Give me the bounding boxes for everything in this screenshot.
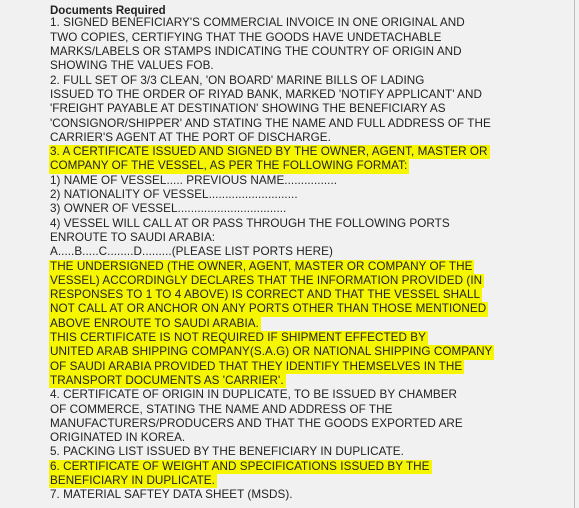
highlighted-text-line: [50, 302, 488, 316]
text-line: [50, 88, 484, 102]
documents-required-heading: Documents Required: [50, 5, 166, 17]
highlighted-text-line: [50, 274, 484, 288]
text-line: [50, 431, 187, 445]
text-line: [50, 117, 493, 131]
text-line-content: ABOVE ENROUTE TO SAUDI ARABIA.: [50, 316, 259, 330]
highlighted-text-line: [50, 360, 464, 374]
highlighted-text-line: [50, 260, 474, 274]
text-line: [50, 245, 335, 259]
text-line-content: OF COMMERCE, STATING THE NAME AND ADDRESS OF THE: [50, 402, 393, 416]
highlighted-text-line: [50, 345, 494, 359]
text-line: [50, 388, 459, 402]
text-line-content: 3) OWNER OF VESSEL.................................: [50, 202, 287, 216]
text-line-content: ISSUED TO THE ORDER OF RIYAD BANK, MARKED 'NOTIFY APPLICANT' AND: [50, 87, 482, 101]
text-line: [50, 403, 394, 417]
text-line-content: 5. PACKING LIST ISSUED BY THE BENEFICIARY IN DUPLICATE.: [50, 445, 404, 459]
text-line: [50, 59, 216, 73]
highlighted-text-line: [50, 474, 217, 488]
text-line-content: 1) NAME OF VESSEL..... PREVIOUS NAME................: [50, 173, 338, 187]
text-line: [50, 45, 464, 59]
text-line: [50, 217, 452, 231]
text-line-content: ENROUTE TO SAUDI ARABIA:: [50, 230, 216, 244]
text-line: [50, 74, 426, 88]
text-line-content: NOT CALL AT OR ANCHOR ON ANY PORTS OTHER THAN THOSE MENTIONED: [50, 302, 487, 316]
text-line-content: OF SAUDI ARABIA PROVIDED THAT THEY IDENTIFY THEMSELVES IN THE: [50, 359, 463, 373]
highlighted-text-line: [50, 460, 432, 474]
highlighted-text-line: [50, 288, 482, 302]
text-line: [50, 102, 448, 116]
text-line-content: 7. MATERIAL SAFTEY DATA SHEET (MSDS).: [50, 488, 293, 502]
text-line-content: UNITED ARAB SHIPPING COMPANY(S.A.G) OR NATIONAL SHIPPING COMPANY: [50, 345, 493, 359]
highlighted-text-line: [50, 145, 490, 159]
text-line: [50, 188, 300, 202]
text-line-content: VESSEL) ACCORDINGLY DECLARES THAT THE INFORMATION PROVIDED (IN: [50, 273, 483, 287]
text-line: [50, 488, 295, 502]
text-line-content: TRANSPORT DOCUMENTS AS 'CARRIER'.: [50, 373, 284, 387]
page-edge-divider: [574, 0, 575, 508]
text-line-content: ORIGINATED IN KOREA.: [50, 431, 186, 445]
text-line-content: MARKS/LABELS OR STAMPS INDICATING THE COUNTRY OF ORIGIN AND: [50, 45, 462, 58]
text-line-content: 1. SIGNED BENEFICIARY'S COMMERCIAL INVOICE IN ONE ORIGINAL AND: [50, 16, 465, 30]
text-line: [50, 16, 467, 30]
highlighted-text-line: [50, 331, 428, 345]
text-line-content: 'FREIGHT PAYABLE AT DESTINATION' SHOWING THE BENEFICIARY AS: [50, 102, 446, 116]
text-line-content: THE UNDERSIGNED (THE OWNER, AGENT, MASTER OR COMPANY OF THE: [50, 259, 473, 273]
text-line: [50, 445, 406, 459]
text-line-content: TWO COPIES, CERTIFYING THAT THE GOODS HAVE UNDETACHABLE: [50, 30, 442, 44]
text-line-content: COMPANY OF THE VESSEL, AS PER THE FOLLOWING FORMAT:: [50, 159, 408, 173]
text-line-content: 3. A CERTIFICATE ISSUED AND SIGNED BY THE OWNER, AGENT, MASTER OR: [50, 145, 488, 159]
text-line-content: BENEFICIARY IN DUPLICATE.: [50, 474, 215, 487]
text-line: [50, 174, 339, 188]
text-line-content: 6. CERTIFICATE OF WEIGHT AND SPECIFICATIONS ISSUED BY THE: [50, 459, 430, 473]
highlighted-text-line: [50, 374, 286, 388]
text-line: [50, 31, 444, 45]
text-line-content: MANUFACTURERS/PRODUCERS AND THAT THE GOODS EXPORTED ARE: [50, 416, 463, 430]
text-line: [50, 231, 217, 245]
text-line-content: RESPONSES TO 1 TO 4 ABOVE) IS CORRECT AND THAT THE VESSEL SHALL: [50, 288, 481, 302]
text-line-content: SHOWING THE VALUES FOB.: [50, 59, 214, 73]
text-line-content: A.....B.....C........D.........(PLEASE LIST PORTS HERE): [50, 245, 333, 259]
text-line-content: 4. CERTIFICATE OF ORIGIN IN DUPLICATE, TO BE ISSUED BY CHAMBER: [50, 388, 458, 402]
text-line: [50, 202, 288, 216]
text-line-content: CARRIER'S AGENT AT THE PORT OF DISCHARGE.: [50, 130, 331, 144]
text-line-content: 'CONSIGNOR/SHIPPER' AND STATING THE NAME AND FULL ADDRESS OF THE: [50, 116, 491, 130]
highlighted-text-line: [50, 159, 409, 173]
text-line-content: 2) NATIONALITY OF VESSEL...........................: [50, 188, 298, 201]
text-line: [50, 417, 465, 431]
text-line: [50, 131, 333, 145]
text-line-content: THIS CERTIFICATE IS NOT REQUIRED IF SHIPMENT EFFECTED BY: [50, 331, 426, 344]
text-line-content: 2. FULL SET OF 3/3 CLEAN, 'ON BOARD' MARINE BILLS OF LADING: [50, 73, 425, 87]
text-line-content: 4) VESSEL WILL CALL AT OR PASS THROUGH THE FOLLOWING PORTS: [50, 216, 450, 230]
highlighted-text-line: [50, 317, 261, 331]
